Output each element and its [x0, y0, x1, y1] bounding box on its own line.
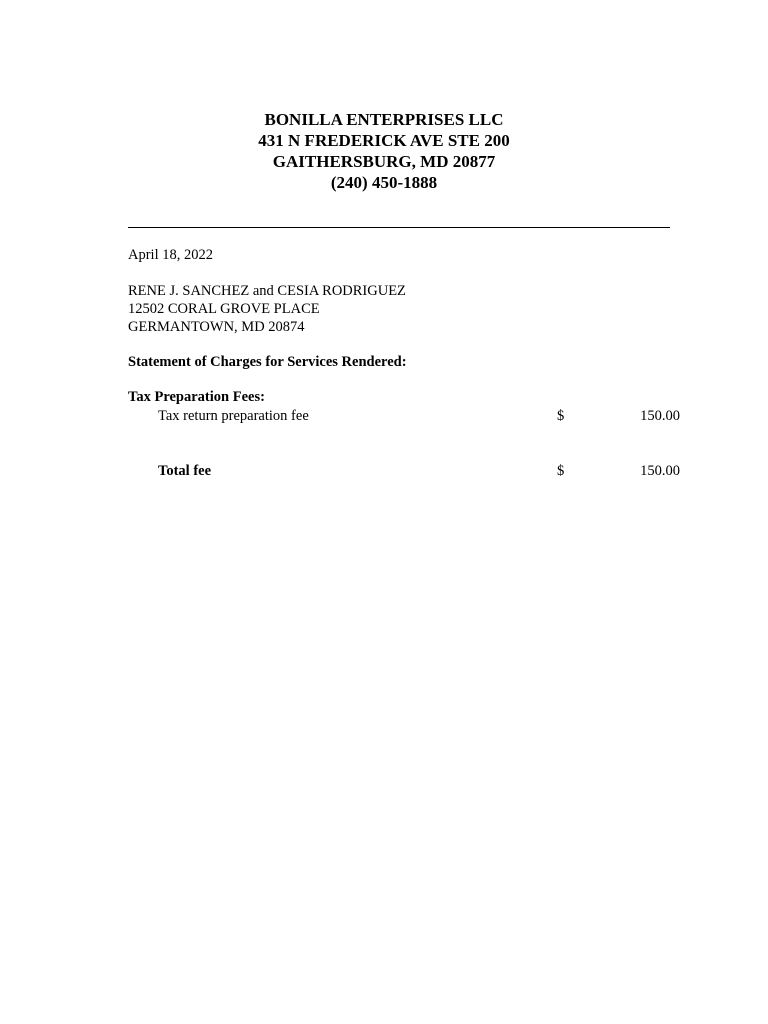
total-row [0, 462, 768, 480]
recipient-names: RENE J. SANCHEZ and CESIA RODRIGUEZ [128, 283, 406, 299]
recipient-address-line1: 12502 CORAL GROVE PLACE [128, 301, 320, 317]
company-name: BONILLA ENTERPRISES LLC [264, 110, 504, 129]
company-address-line1: 431 N FREDERICK AVE STE 200 [258, 131, 510, 150]
header-divider [128, 227, 670, 228]
line-item-row [0, 407, 768, 425]
line-item-currency: $ [557, 408, 565, 424]
recipient-address-line2: GERMANTOWN, MD 20874 [128, 319, 305, 335]
statement-date: April 18, 2022 [128, 247, 213, 263]
statement-title: Statement of Charges for Services Rendered: [128, 354, 407, 370]
total-currency: $ [557, 463, 565, 479]
company-address-line2: GAITHERSBURG, MD 20877 [272, 152, 496, 171]
company-phone: (240) 450-1888 [330, 173, 438, 192]
section-title: Tax Preparation Fees: [128, 389, 265, 405]
line-item-label: Tax return preparation fee [158, 408, 309, 424]
total-label: Total fee [158, 463, 212, 479]
line-item-amount: 150.00 [640, 408, 680, 424]
total-amount: 150.00 [640, 463, 680, 479]
recipient-block [128, 282, 406, 336]
letterhead [0, 109, 768, 193]
